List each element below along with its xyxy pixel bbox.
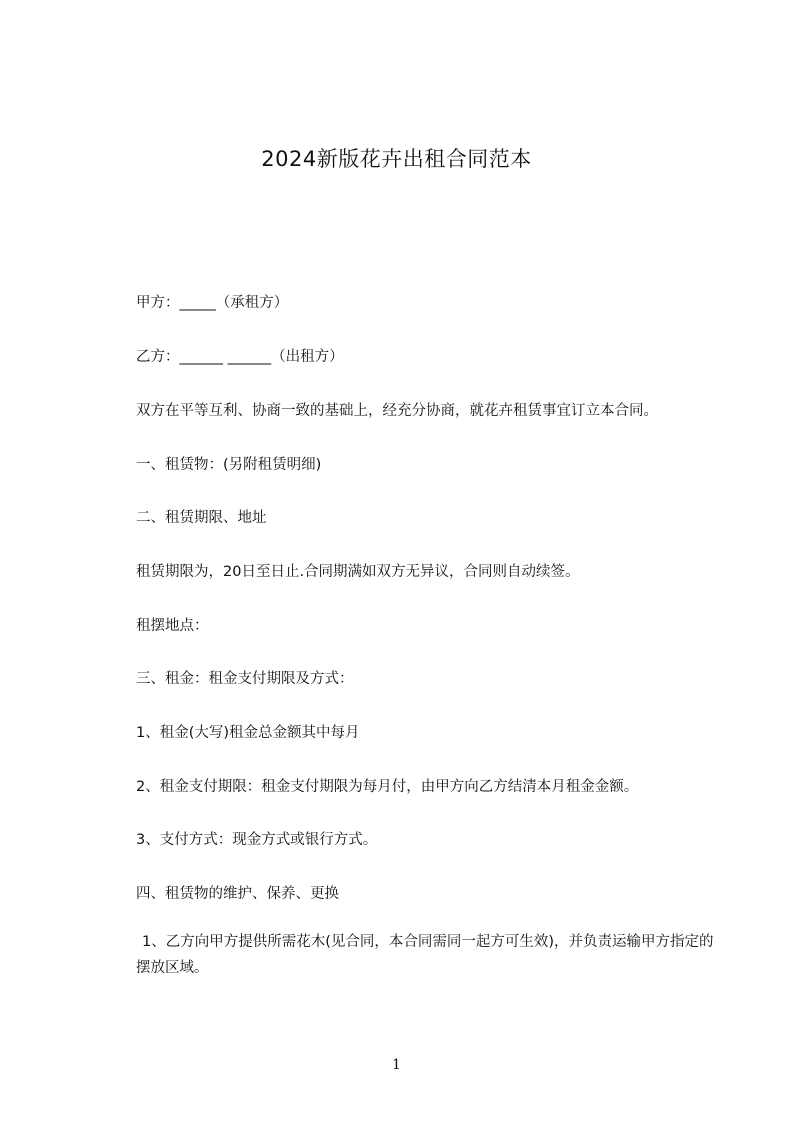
party-a-line: 甲方：_____（承租方） <box>136 295 289 311</box>
intro-paragraph: 双方在平等互利、协商一致的基础上，经充分协商，就花卉租赁事宜订立本合同。 <box>136 403 658 419</box>
maintenance-item-1: 1、乙方向甲方提供所需花木(见合同，本合同需同一起方可生效)，并负责运输甲方指定的摆放区域。 <box>136 934 714 976</box>
rent-item-1: 1、租金(大写)租金总金额其中每月 <box>136 725 360 741</box>
lease-term-text: 租赁期限为，20日至日止.合同期满如双方无异议，合同则自动续签。 <box>136 564 580 580</box>
party-b-line: 乙方：______ ______（出租方） <box>136 349 344 365</box>
section-heading-2: 二、租赁期限、地址 <box>136 510 267 526</box>
document-title: 2024新版花卉出租合同范本 <box>261 147 532 171</box>
section-heading-3: 三、租金：租金支付期限及方式： <box>136 671 354 687</box>
section-heading-4: 四、租赁物的维护、保养、更换 <box>136 886 339 902</box>
page-number: 1 <box>392 1057 401 1073</box>
location-text: 租摆地点： <box>136 618 209 634</box>
rent-item-3: 3、支付方式：现金方式或银行方式。 <box>136 832 378 848</box>
section-heading-1: 一、租赁物：(另附租赁明细) <box>136 457 322 473</box>
rent-item-2: 2、租金支付期限：租金支付期限为每月付，由甲方向乙方结清本月租金金额。 <box>136 779 639 795</box>
